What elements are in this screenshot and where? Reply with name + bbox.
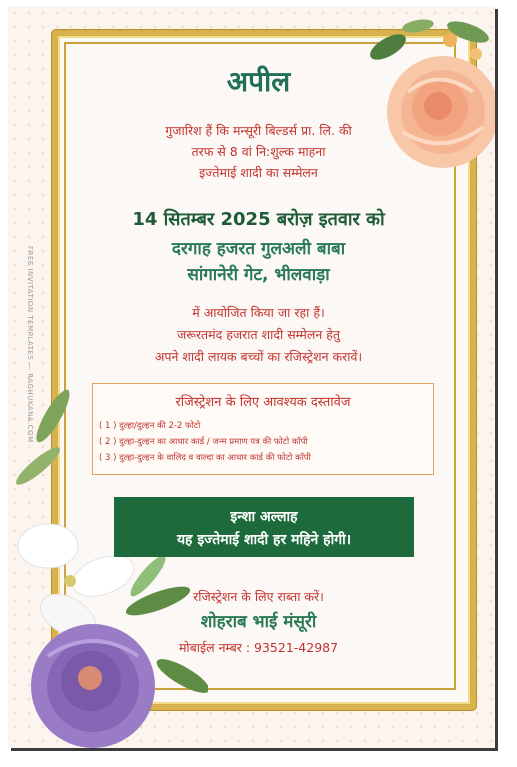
banner-line-2: यह इज्तेमाई शादी हर महिने होगी। (176, 532, 352, 548)
contact-mobile: मोबाईल नम्बर : 93521-42987 (178, 640, 339, 655)
document-item: ( 2 ) दुल्हा-दुल्हन का आधार कार्ड / जन्म प्रमाण पत्र की फोटो कॉपी (99, 437, 308, 447)
venue-line-2: सांगानेरी गेट, भीलवाड़ा (187, 265, 330, 285)
document-item: ( 3 ) दुल्हा-दुल्हन के वालिद व वाल्दा का आधार कार्ड की फोटो कॉपी (99, 453, 311, 463)
intro-line-3: इज्तेमाई शादी का सम्मेलन (199, 165, 318, 180)
watermark-text: FREE INVITATION TEMPLATES — RAGHUKANA.COM (26, 246, 34, 443)
intro-line-2: तरफ से 8 वां नि:शुल्क माहना (191, 144, 326, 159)
details-line-3: अपने शादी लायक बच्चों का रजिस्ट्रेशन करावें। (154, 349, 363, 364)
contact-name: शोहराब भाई मंसूरी (200, 612, 317, 632)
details-line-1: में आयोजित किया जा रहा हैं। (192, 305, 325, 320)
documents-box (92, 383, 434, 475)
page-title: अपील (226, 65, 291, 98)
details-line-2: जरूरतमंद हजरात शादी सम्मेलन हेतु (176, 327, 341, 342)
contact-line: रजिस्ट्रेशन के लिए राब्ता करें। (193, 589, 324, 604)
event-date: 14 सितम्बर 2025 बरोज़ इतवार को (132, 209, 385, 230)
venue-line-1: दरगाह हजरत गुलअली बाबा (171, 239, 346, 259)
intro-line-1: गुजारिश हैं कि मन्सूरी बिल्डर्स प्रा. लि. की (165, 123, 352, 138)
documents-title: रजिस्ट्रेशन के लिए आवश्यक दस्तावेज (175, 395, 351, 410)
announcement-banner (114, 497, 414, 557)
invitation-card (8, 6, 495, 748)
document-item: ( 1 ) दुल्हा/दुल्हन की 2-2 फोटो (99, 421, 201, 431)
banner-line-1: इन्शा अल्लाह (230, 509, 298, 525)
